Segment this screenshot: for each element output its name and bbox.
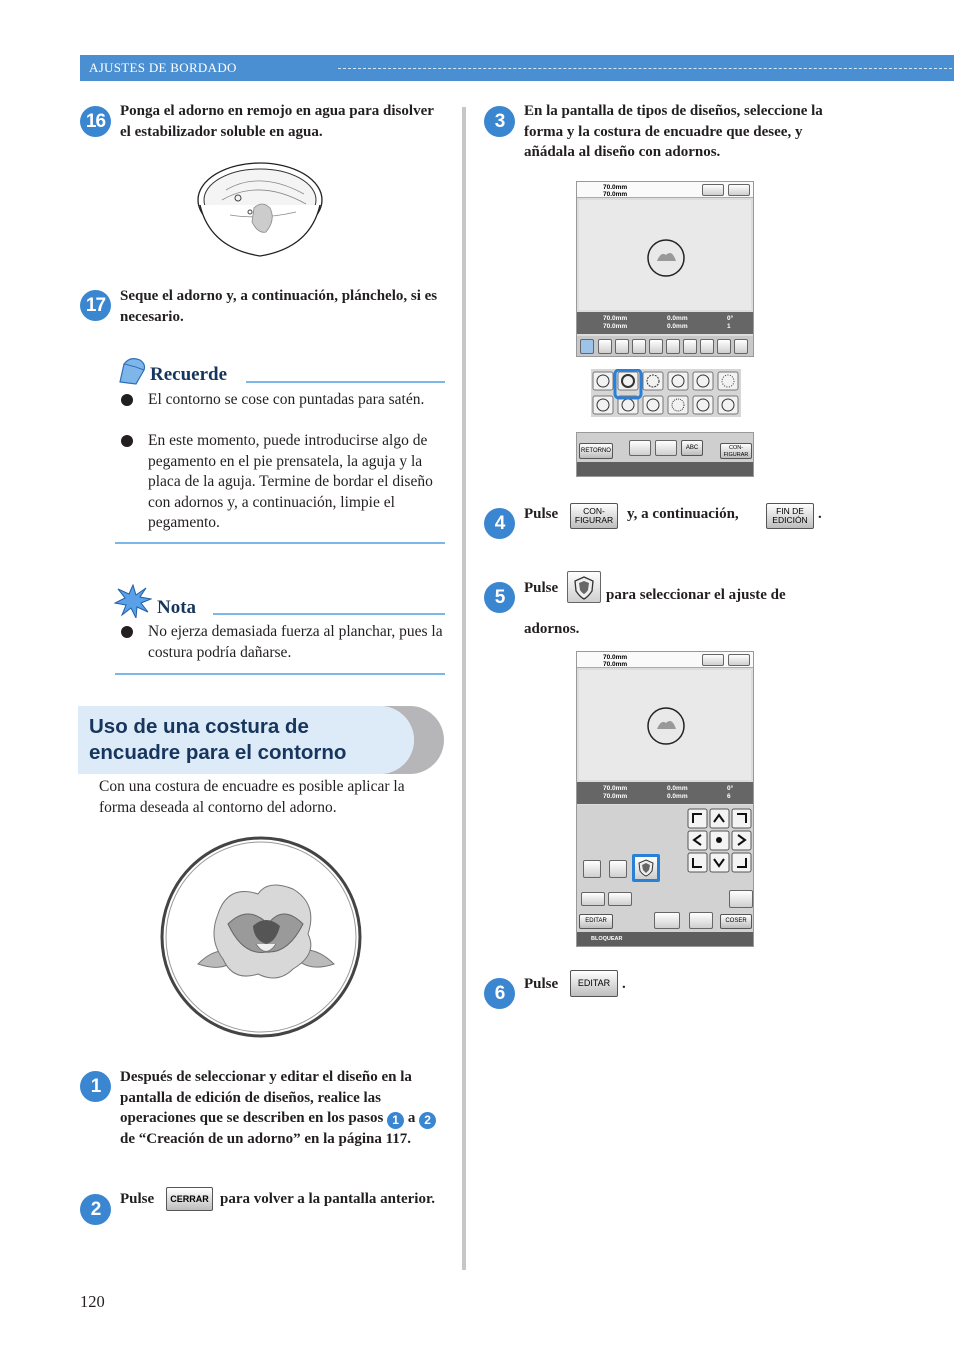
fin-de-edicion-button[interactable]: FIN DE EDICIÓN (766, 503, 814, 529)
thread-icon[interactable] (729, 890, 753, 908)
nota-title: Nota (157, 597, 197, 618)
trial-icon[interactable] (689, 912, 713, 929)
preview-icon[interactable] (609, 860, 627, 878)
cerrar-button[interactable]: CERRAR (166, 1187, 213, 1211)
nota-bottom-rule (115, 673, 445, 675)
running-header (80, 55, 954, 81)
screen-2-status-bar (577, 782, 753, 804)
shape-rect-icon[interactable] (649, 339, 663, 354)
frame-stitch-grid (591, 369, 741, 417)
coser-button[interactable]: COSER (720, 914, 752, 929)
bullet-dot (121, 626, 133, 638)
shape-shield-2-icon[interactable] (683, 339, 697, 354)
step-4-pulse: Pulse (524, 506, 559, 522)
nota-item-1: No ejerza demasiada fuerza al planchar, pues la costura podría dañarse. (121, 622, 443, 663)
step-3-number: 3 (484, 106, 515, 137)
star-burst-icon (114, 584, 152, 618)
screen-2 (576, 651, 754, 947)
recuerde-bottom-rule (115, 542, 445, 544)
step-2-text: para volver a la pantalla anterior. (220, 1191, 435, 1207)
step-6-pulse: Pulse (524, 976, 559, 992)
recuerde-title: Recuerde (150, 364, 228, 385)
framed-pansy-illustration (158, 834, 366, 1042)
shape-heart-icon[interactable] (700, 339, 714, 354)
applique-shield-highlighted[interactable] (632, 854, 660, 882)
screen-1-size: 70.0mm 70.0mm (603, 184, 628, 198)
screen-1-status-angle: 0° 1 (727, 315, 734, 330)
screen-2-home-icon[interactable] (728, 654, 750, 666)
bowl-illustration (196, 160, 326, 260)
screen-2-size: 70.0mm 70.0mm (603, 654, 628, 668)
shield-icon (635, 857, 657, 879)
density-icon[interactable] (581, 892, 605, 906)
shape-tab-icon[interactable] (580, 339, 594, 354)
frame-option-icon[interactable] (629, 440, 651, 456)
step-3-text: En la pantalla de tipos de diseños, seleccione la forma y la costura de encuadre que desee, y añádala al diseño con adornos. (524, 103, 823, 160)
screen-1-shape-bar (577, 336, 753, 357)
screen-1-help-icon[interactable] (702, 184, 724, 196)
step-4-number: 4 (484, 508, 515, 539)
recuerde-item-1: El contorno se cose con puntadas para satén. (121, 390, 443, 411)
page-number: 120 (80, 1292, 105, 1311)
screen-1-home-icon[interactable] (728, 184, 750, 196)
editar-button[interactable]: EDITAR (570, 970, 618, 997)
section-title: Uso de una costura de encuadre para el contorno (89, 715, 347, 764)
screen-1-design-preview (645, 237, 687, 279)
shape-tag-icon[interactable] (734, 339, 748, 354)
shape-circle-icon[interactable] (717, 339, 731, 354)
header-dash-line (338, 68, 952, 69)
step-4-post: . (818, 506, 822, 522)
screen-1-edit-area (576, 181, 754, 357)
frame-stitch-options[interactable] (591, 369, 741, 417)
frame-option-2-icon[interactable] (655, 440, 677, 456)
screen-1-footer-bar (577, 462, 753, 476)
arrow-pad[interactable] (687, 808, 753, 874)
step-1-number: 1 (80, 1071, 111, 1102)
frame-move-icon[interactable] (654, 912, 680, 929)
editar-button-screen[interactable]: EDITAR (579, 914, 613, 929)
step-5-pulse: Pulse (524, 580, 559, 596)
header-section-label: AJUSTES DE BORDADO (89, 60, 237, 75)
configurar-button-screen[interactable]: CON- FIGURAR (720, 443, 752, 459)
shape-square-icon[interactable] (598, 339, 612, 354)
bell-icon (114, 356, 148, 386)
screen-2-design-preview (645, 705, 687, 747)
step-17-number: 17 (80, 290, 111, 321)
screen-2-status-pos: 0.0mm 0.0mm (667, 785, 688, 800)
screen-2-status-size: 70.0mm 70.0mm (603, 785, 628, 800)
step-5-text: para seleccionar el ajuste de adornos. (524, 587, 786, 637)
screen-2-status-angle: 0° 6 (727, 785, 734, 800)
step-6-post: . (622, 976, 626, 992)
screen-2-footer-bar (577, 932, 753, 946)
bloquear-label[interactable]: BLOQUEAR (591, 936, 623, 942)
shape-shield-icon[interactable] (666, 339, 680, 354)
step-16-text: Ponga el adorno en remojo en agua para disolver el estabilizador soluble en agua. (120, 103, 434, 140)
step-1-text: Después de seleccionar y editar el diseño en la pantalla de edición de diseños, realice las operaciones que se describen en los pasos 1 a 2 de “Creación de un adorno” en la página 117. (120, 1067, 446, 1150)
configurar-button[interactable]: CON- FIGURAR (570, 503, 618, 529)
screen-1-status-size: 70.0mm 70.0mm (603, 315, 628, 330)
recuerde-item-2: En este momento, puede introducirse algo de pegamento en el pie prensatela, la aguja y la placa de la aguja. Termine de bordar el diseño con adornos y, a continuación, limpie el pegamento. (121, 431, 443, 534)
section-heading (78, 706, 444, 774)
screen-1-status-pos: 0.0mm 0.0mm (667, 315, 688, 330)
column-divider (462, 107, 466, 1270)
shape-diamond-icon[interactable] (615, 339, 629, 354)
screen-2-help-icon[interactable] (702, 654, 724, 666)
step-16-number: 16 (80, 106, 111, 137)
density-2-icon[interactable] (608, 892, 632, 906)
ref-step-2: 2 (419, 1112, 436, 1129)
step-17-text: Seque el adorno y, a continuación, plánchelo, si es necesario. (120, 288, 438, 325)
screen-1-bottom-panel (576, 432, 754, 477)
step-4-mid: y, a continuación, (627, 506, 739, 522)
section-intro: Con una costura de encuadre es posible aplicar la forma deseada al contorno del adorno. (99, 778, 405, 816)
step-6-number: 6 (484, 978, 515, 1009)
bullet-dot (121, 435, 133, 447)
step-2-number: 2 (80, 1194, 111, 1225)
rotate-icon[interactable] (583, 860, 601, 878)
shape-oval-icon[interactable] (632, 339, 646, 354)
screen-1-status-bar (577, 312, 753, 334)
bullet-dot (121, 394, 133, 406)
retorno-button[interactable]: RETORNO (579, 443, 613, 459)
nota-rule (213, 613, 445, 615)
recuerde-rule (246, 381, 445, 383)
abc-button[interactable]: ABC (681, 440, 703, 456)
step-5-number: 5 (484, 582, 515, 613)
ref-step-1: 1 (387, 1112, 404, 1129)
step-2-pulse: Pulse (120, 1191, 155, 1207)
